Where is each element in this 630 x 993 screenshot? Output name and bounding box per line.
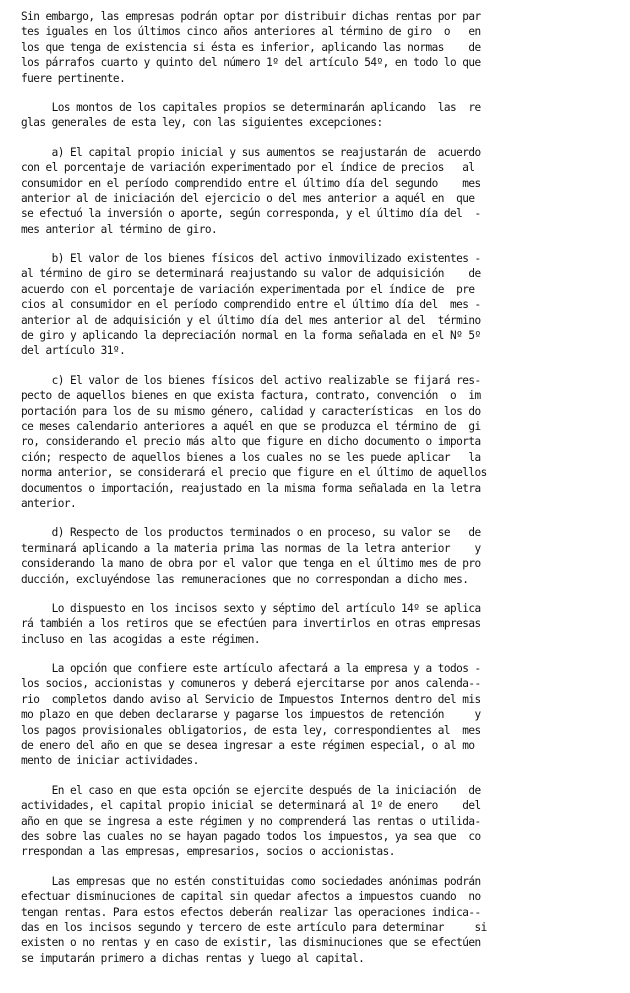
paragraph xyxy=(21,251,618,359)
text-line: se efectuó la inversión o aporte, según corresponda, y el último día del - xyxy=(21,207,481,221)
text-line: existen o no rentas y en caso de existir, las disminuciones que se efectúen xyxy=(21,936,481,950)
text-line: los socios, accionistas y comuneros y deberá ejercitarse por anos calenda-- xyxy=(21,677,481,691)
text-line: al término de giro se determinará reajustando su valor de adquisición de xyxy=(21,267,481,281)
text-line: acuerdo con el porcentaje de variación experimentada por el índice de pre xyxy=(21,282,475,296)
text-line: cios al consumidor en el período comprendido entre el último día del mes - xyxy=(21,298,481,312)
text-line: de enero del año en que se desea ingresar a este régimen especial, o al mo xyxy=(21,739,475,753)
text-line: glas generales de esta ley, con las siguientes excepciones: xyxy=(21,116,383,130)
text-line: incluso en las acogidas a este régimen. xyxy=(21,632,261,646)
text-line: terminará aplicando a la materia prima las normas de la letra anterior y xyxy=(21,541,481,555)
text-line: consumidor en el período comprendido entre el último día del segundo mes xyxy=(21,176,481,190)
text-line: con el porcentaje de variación experimentado por el índice de precios al xyxy=(21,161,475,175)
text-line: documentos o importación, reajustado en la misma forma señalada en la letra xyxy=(21,481,481,495)
text-line: actividades, el capital propio inicial se determinará al 1º de enero del xyxy=(21,799,481,813)
text-line: considerando la mano de obra por el valor que tenga en el último mes de pro xyxy=(21,557,481,571)
text-line: ción; respecto de aquellos bienes a los cuales no se les puede aplicar la xyxy=(21,450,481,464)
text-line: fuere pertinente. xyxy=(21,71,126,85)
paragraph xyxy=(21,373,618,512)
text-line: pecto de aquellos bienes en que exista factura, contrato, convención o im xyxy=(21,389,481,403)
text-line: los párrafos cuarto y quinto del número 1º del artículo 54º, en todo lo que xyxy=(21,56,481,70)
text-line: Lo dispuesto en los incisos sexto y séptimo del artículo 14º se aplica xyxy=(21,601,481,615)
text-line: c) El valor de los bienes físicos del activo realizable se fijará res- xyxy=(21,373,481,387)
text-line: año en que se ingresa a este régimen y no comprenderá las rentas o utilida- xyxy=(21,814,481,828)
paragraph xyxy=(21,100,618,131)
text-line: La opción que confiere este artículo afectará a la empresa y a todos - xyxy=(21,662,481,676)
text-line: En el caso en que esta opción se ejercite después de la iniciación de xyxy=(21,783,481,797)
text-line: ce meses calendario anteriores a aquél en que se produzca el término de gi xyxy=(21,419,481,433)
paragraph xyxy=(21,783,618,860)
text-line: mes anterior al término de giro. xyxy=(21,222,218,236)
text-line: del artículo 31º. xyxy=(21,344,126,358)
text-line: de giro y aplicando la depreciación normal en la forma señalada en el Nº 5º xyxy=(21,329,481,343)
text-line: los pagos provisionales obligatorios, de esta ley, correspondientes al mes xyxy=(21,723,481,737)
text-line: Sin embargo, las empresas podrán optar por distribuir dichas rentas por par xyxy=(21,10,481,23)
text-line: efectuar disminuciones de capital sin quedar afectos a impuestos cuando no xyxy=(21,890,481,904)
paragraph xyxy=(21,9,618,86)
paragraph xyxy=(21,874,618,966)
text-line: des sobre las cuales no se hayan pagado todos los impuestos, ya sea que co xyxy=(21,829,481,843)
text-line: tes iguales en los últimos cinco años anteriores al término de giro o en xyxy=(21,25,481,39)
paragraph xyxy=(21,145,618,237)
text-line: rrespondan a las empresas, empresarios, socios o accionistas. xyxy=(21,845,395,859)
text-line: norma anterior, se considerará el precio que figure en el último de aquellos xyxy=(21,466,487,480)
text-line: portación para los de su mismo género, calidad y características en los do xyxy=(21,404,481,418)
text-line: mento de iniciar actividades. xyxy=(21,754,199,768)
text-line: ducción, excluyéndose las remuneraciones que no correspondan a dicho mes. xyxy=(21,572,469,586)
paragraph xyxy=(21,525,618,587)
text-line: anterior al de adquisición y el último día del mes anterior al del término xyxy=(21,313,481,327)
text-line: anterior al de iniciación del ejercicio o del mes anterior a aquél en que xyxy=(21,191,475,205)
text-line: Las empresas que no estén constituidas como sociedades anónimas podrán xyxy=(21,874,481,888)
text-line: a) El capital propio inicial y sus aumentos se reajustarán de acuerdo xyxy=(21,145,481,159)
text-line: rio completos dando aviso al Servicio de Impuestos Internos dentro del mis xyxy=(21,692,481,706)
text-line: tengan rentas. Para estos efectos deberán realizar las operaciones indica-- xyxy=(21,905,481,919)
paragraph xyxy=(21,661,618,769)
text-line: d) Respecto de los productos terminados o en proceso, su valor se de xyxy=(21,526,481,540)
text-line: mo plazo en que deben declararse y pagarse los impuestos de retención y xyxy=(21,708,481,722)
paragraph xyxy=(21,601,618,647)
text-line: Los montos de los capitales propios se determinarán aplicando las re xyxy=(21,100,481,114)
text-line: b) El valor de los bienes físicos del activo inmovilizado existentes - xyxy=(21,252,481,266)
text-line: ro, considerando el precio más alto que figure en dicho documento o importa xyxy=(21,435,481,449)
text-line: das en los incisos segundo y tercero de este artículo para determinar si xyxy=(21,920,487,934)
text-line: anterior. xyxy=(21,496,77,510)
text-line: rá también a los retiros que se efectúen para invertirlos en otras empresas xyxy=(21,617,481,631)
text-line: los que tenga de existencia si ésta es inferior, aplicando las normas de xyxy=(21,40,481,54)
text-line: se imputarán primero a dichas rentas y luego al capital. xyxy=(21,951,365,965)
